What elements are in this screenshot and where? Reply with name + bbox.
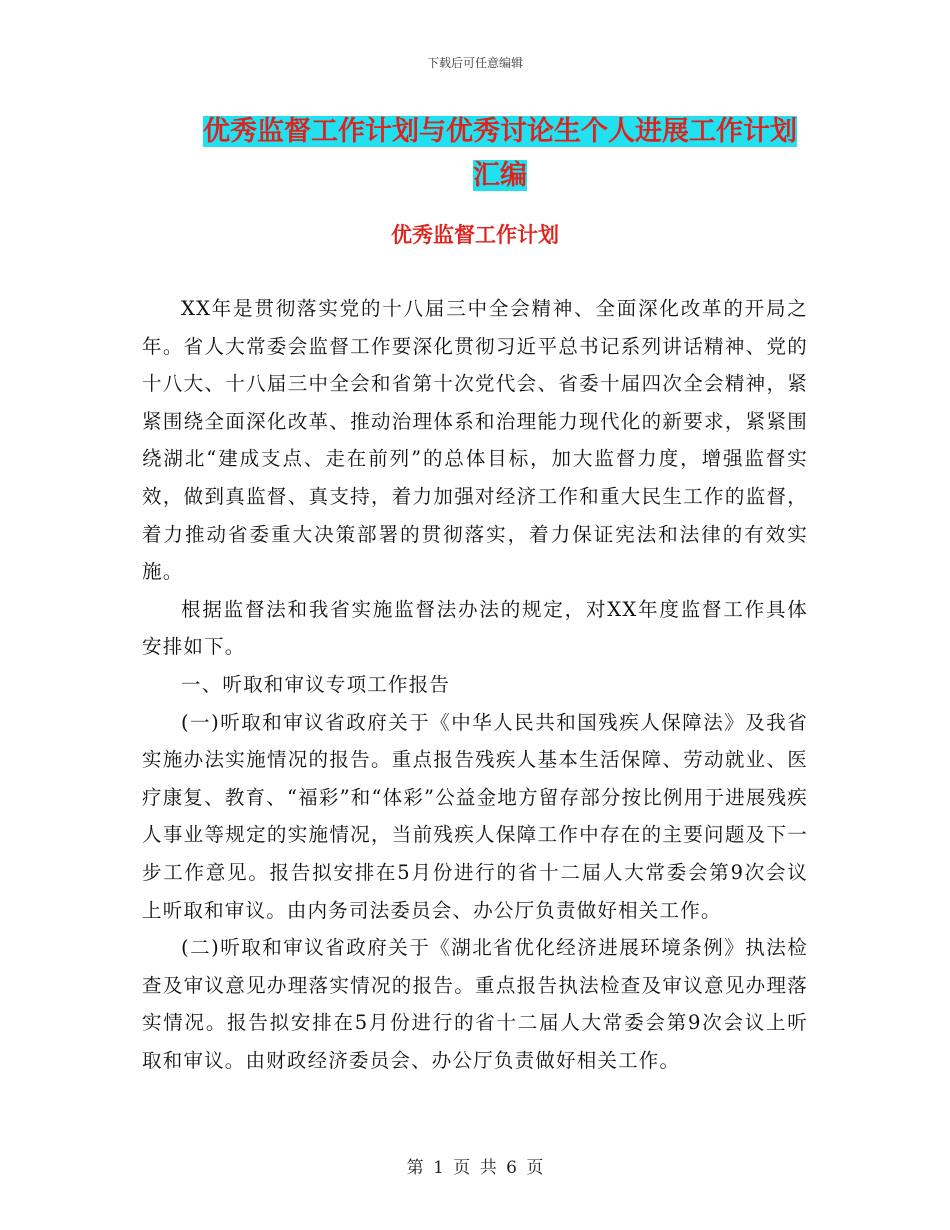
document-title [190,110,810,198]
section-title: 优秀监督工作计划 [391,222,559,247]
document-body [142,290,808,1079]
header-note: 下载后可任意编辑 [426,56,523,70]
paragraph: XX年是贯彻落实党的十八届三中全会精神、全面深化改革的开局之年。省人大常委会监督工作要深化贯彻习近平总书记系列讲话精神、党的十八大、十八届三中全会和省第十次党代会、省委十届四次全会精神，紧紧围绕全面深化改革、推动治理体系和治理能力现代化的新要求，紧紧围绕湖北“建成支点、走在前列”的总体目标，加大监督力度，增强监督实效，做到真监督、真支持，着力加强对经济工作和重大民生工作的监督，着力推动省委重大决策部署的贯彻落实，着力保证宪法和法律的有效实施。 [142,297,808,584]
document-title-text: 优秀监督工作计划与优秀讨论生个人进展工作计划汇编 [203,116,797,191]
paragraph: (一)听取和审议省政府关于《中华人民共和国残疾人保障法》及我省实施办法实施情况的报告。重点报告残疾人基本生活保障、劳动就业、医疗康复、教育、“福彩”和“体彩”公益金地方留存部分按比例用于进展残疾人事业等规定的实施情况，当前残疾人保障工作中存在的主要问题及下一步工作意见。报告拟安排在5月份进行的省十二届人大常委会第9次会议上听取和审议。由内务司法委员会、办公厅负责做好相关工作。 [142,710,808,922]
paragraph-heading: 一、听取和审议专项工作报告 [181,672,451,696]
page-footer: 第 1 页 共 6 页 [406,1158,544,1178]
paragraph: (二)听取和审议省政府关于《湖北省优化经济进展环境条例》执法检查及审议意见办理落实情况的报告。重点报告执法检查及审议意见办理落实情况。报告拟安排在5月份进行的省十二届人大常委会第9次会议上听取和审议。由财政经济委员会、办公厅负责做好相关工作。 [142,936,808,1072]
paragraph: 根据监督法和我省实施监督法办法的规定，对XX年度监督工作具体安排如下。 [142,597,808,659]
